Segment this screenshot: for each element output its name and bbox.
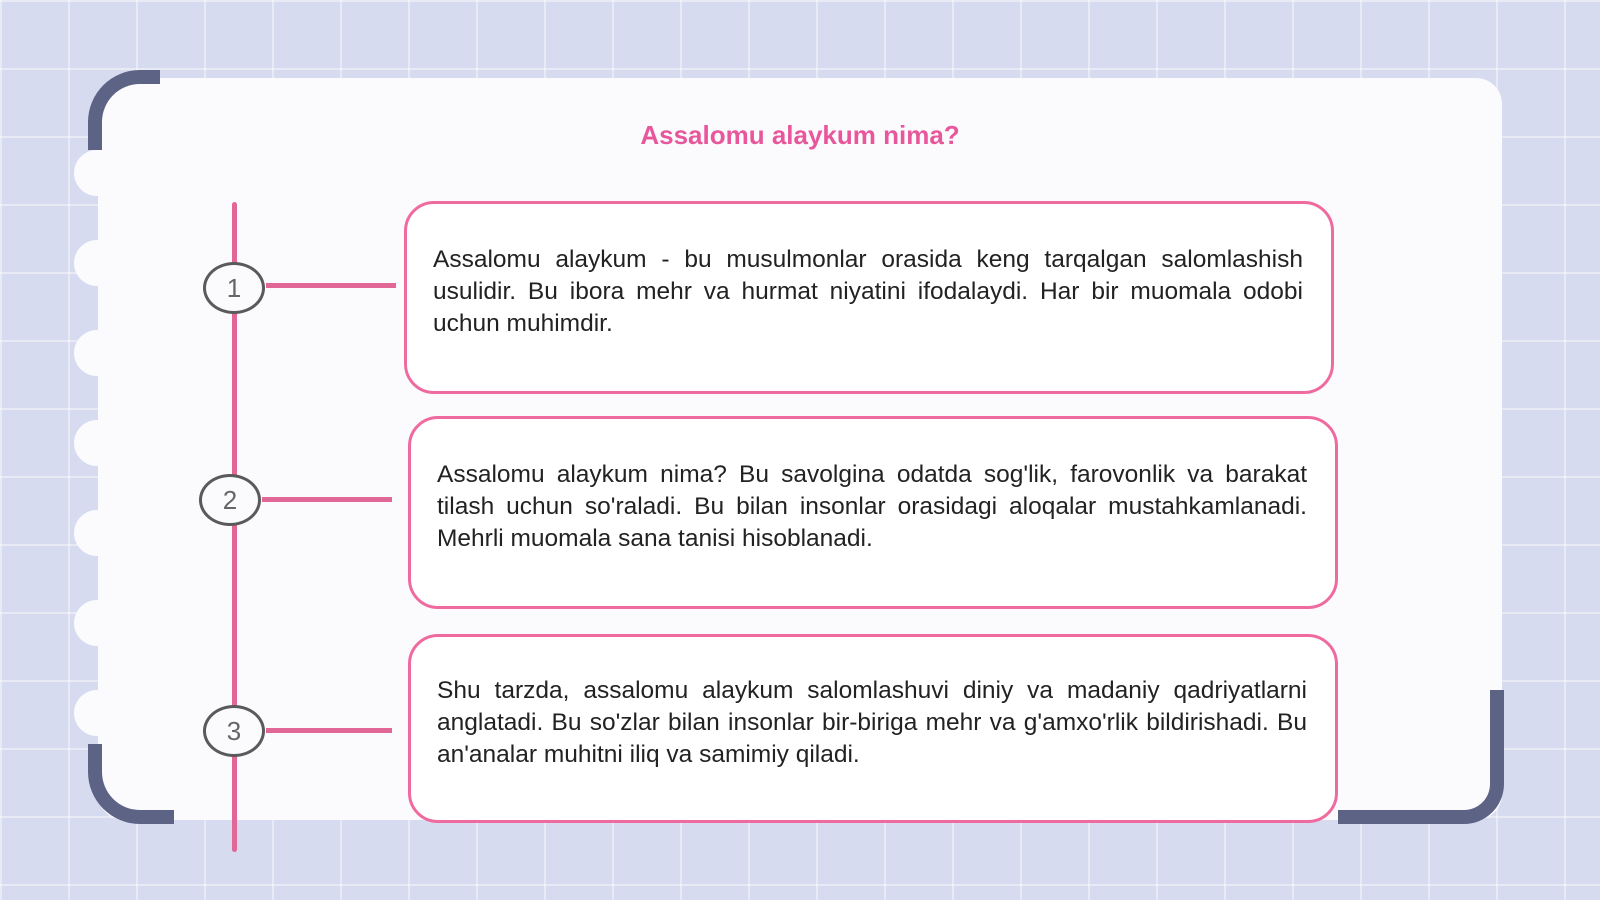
notebook-scallop [74,420,126,466]
info-box-text: Assalomu alaykum nima? Bu savolgina odatda sog'lik, farovonlik va barakat tilash uchun so'raladi. Bu bilan insonlar orasidagi aloqalar mustahkamlanadi. Mehrli muomala sana tanisi hisoblanadi. [437,460,1307,552]
notebook-scallop [74,240,126,286]
notebook-scallop [74,330,126,376]
timeline-connector-2 [262,497,392,502]
timeline-connector-1 [266,283,396,288]
notebook-scallop [74,510,126,556]
info-box-3 [408,634,1338,823]
corner-bracket-bottom-left [88,744,174,824]
info-box-text: Shu tarzda, assalomu alaykum salomlashuvi diniy va madaniy qadriyatlarni anglatadi. Bu so'zlar bilan insonlar bir-biriga mehr va g'amxo'rlik bildirishadi. Bu an'analar muhitni iliq va samimiy qiladi. [437,676,1307,768]
info-box-2 [408,416,1338,609]
step-number-3: 3 [203,705,265,757]
step-number-1: 1 [203,262,265,314]
info-box-text: Assalomu alaykum - bu musulmonlar orasida keng tarqalgan salomlashish usulidir. Bu ibora mehr va hurmat niyatini ifodalaydi. Har bir muomala odobi uchun muhimdir. [433,245,1303,337]
slide-title: Assalomu alaykum nima? [640,120,960,150]
corner-bracket-bottom-right [1338,690,1504,824]
info-box-1 [404,201,1334,394]
notebook-scallop [74,150,126,196]
timeline-connector-3 [266,728,392,733]
notebook-scallop [74,690,126,736]
step-number-2: 2 [199,474,261,526]
notebook-scallop [74,600,126,646]
